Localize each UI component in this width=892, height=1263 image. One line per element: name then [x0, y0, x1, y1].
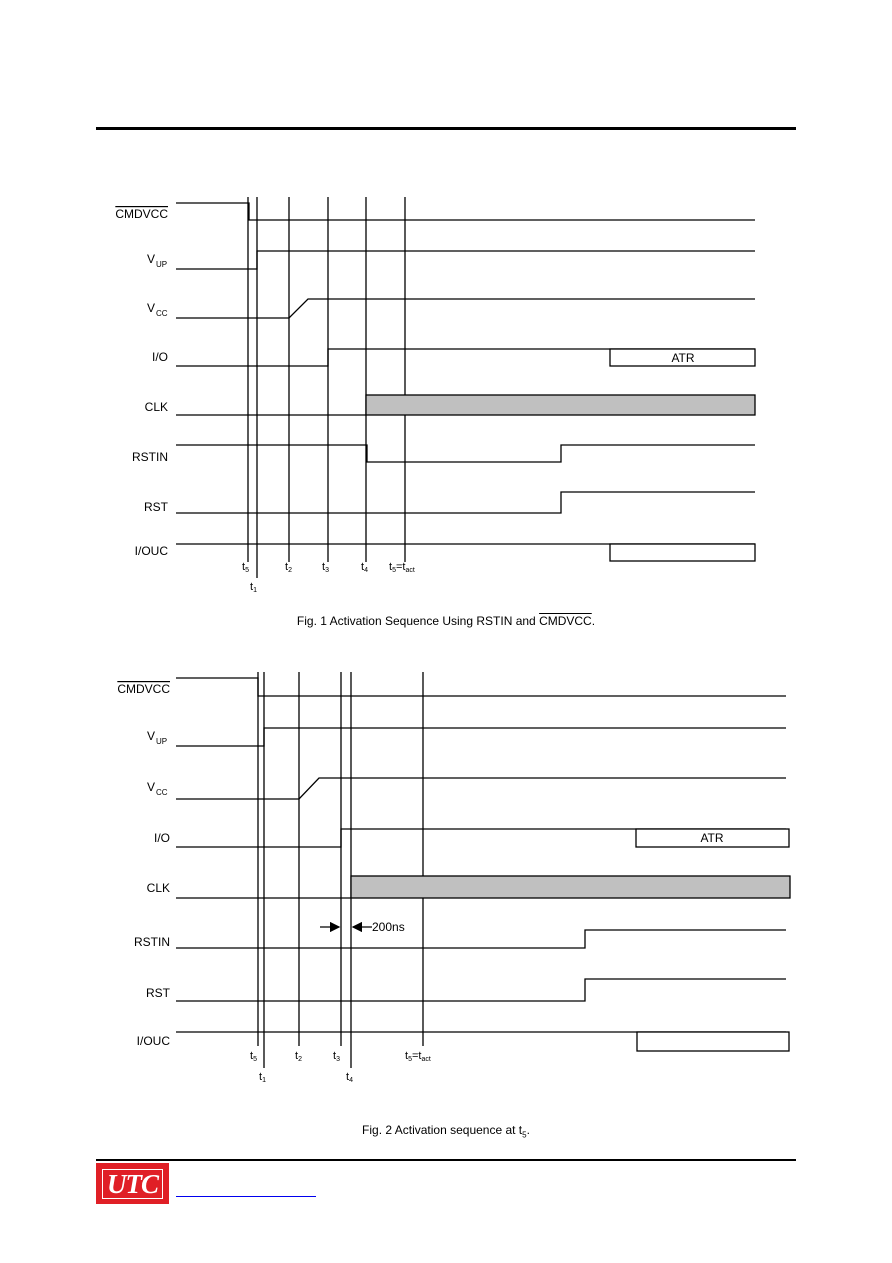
waveform-vcc — [176, 778, 786, 799]
signal-sub-vcc: CC — [156, 309, 168, 318]
time-label-t5: t5 — [242, 561, 249, 574]
time-label-t4: t4 — [361, 561, 368, 574]
utc-logo-text: UTC — [102, 1169, 163, 1199]
waveform-vup — [176, 728, 786, 746]
waveform-cmdvcc — [176, 203, 755, 220]
time-label-t3: t3 — [322, 561, 329, 574]
signal-label-vcc: V — [146, 780, 155, 794]
signal-label-vup: V — [146, 729, 155, 743]
signal-label-iouc: I/OUC — [134, 544, 168, 558]
time-label-t5: t5 — [250, 1050, 257, 1063]
signal-label-cmdvcc: CMDVCC — [117, 682, 170, 696]
timing-diagram-fig2 — [0, 668, 892, 1093]
clock-active-region — [351, 876, 790, 898]
time-label-t4: t4 — [346, 1071, 353, 1084]
time-label-t3: t3 — [333, 1050, 340, 1063]
waveform-vcc — [176, 299, 755, 318]
atr-label: ATR — [671, 351, 695, 365]
fig2-caption: Fig. 2 Activation sequence at $t_5$. — [362, 1123, 530, 1140]
signal-label-clk: CLK — [146, 881, 170, 895]
signal-label-io: I/O — [151, 350, 168, 364]
utc-logo — [96, 1163, 169, 1204]
fig1-caption: Fig. 1 Activation Sequence Using RSTIN and CMDVCC. — [296, 614, 596, 628]
delay-label: 200ns — [372, 920, 405, 934]
signal-label-rstin: RSTIN — [134, 935, 170, 949]
clock-active-region — [366, 395, 755, 415]
timing-diagram-fig1 — [0, 190, 892, 600]
header-rule — [96, 127, 796, 130]
atr-label: ATR — [700, 831, 724, 845]
signal-label-rstin: RSTIN — [132, 450, 168, 464]
signal-label-rst: RST — [144, 500, 168, 514]
signal-sub-vup: UP — [156, 260, 168, 269]
signal-sub-vup: UP — [156, 737, 168, 746]
waveform-rstin — [176, 930, 786, 948]
signal-label-iouc: I/OUC — [136, 1034, 170, 1048]
footer-rule — [96, 1159, 796, 1161]
time-label-tact: t5=tact — [405, 1050, 431, 1063]
waveform-rst — [176, 492, 755, 513]
signal-label-clk: CLK — [144, 400, 168, 414]
time-label-t1: t1 — [250, 581, 257, 594]
signal-label-cmdvcc: CMDVCC — [115, 207, 168, 221]
footer-link[interactable] — [176, 1196, 316, 1197]
iouc-box — [610, 544, 755, 561]
iouc-box — [637, 1032, 789, 1051]
signal-label-io: I/O — [153, 831, 170, 845]
signal-label-rst: RST — [146, 986, 170, 1000]
waveform-cmdvcc — [176, 678, 786, 696]
time-label-tact: t5=tact — [389, 561, 415, 574]
time-label-t2: t2 — [285, 561, 292, 574]
time-label-t1: t1 — [259, 1071, 266, 1084]
waveform-rstin — [176, 445, 755, 462]
signal-sub-vcc: CC — [156, 788, 168, 797]
waveform-vup — [176, 251, 755, 269]
waveform-rst — [176, 979, 786, 1001]
signal-label-vup: V — [146, 252, 155, 266]
time-label-t2: t2 — [295, 1050, 302, 1063]
signal-label-vcc: V — [146, 301, 155, 315]
